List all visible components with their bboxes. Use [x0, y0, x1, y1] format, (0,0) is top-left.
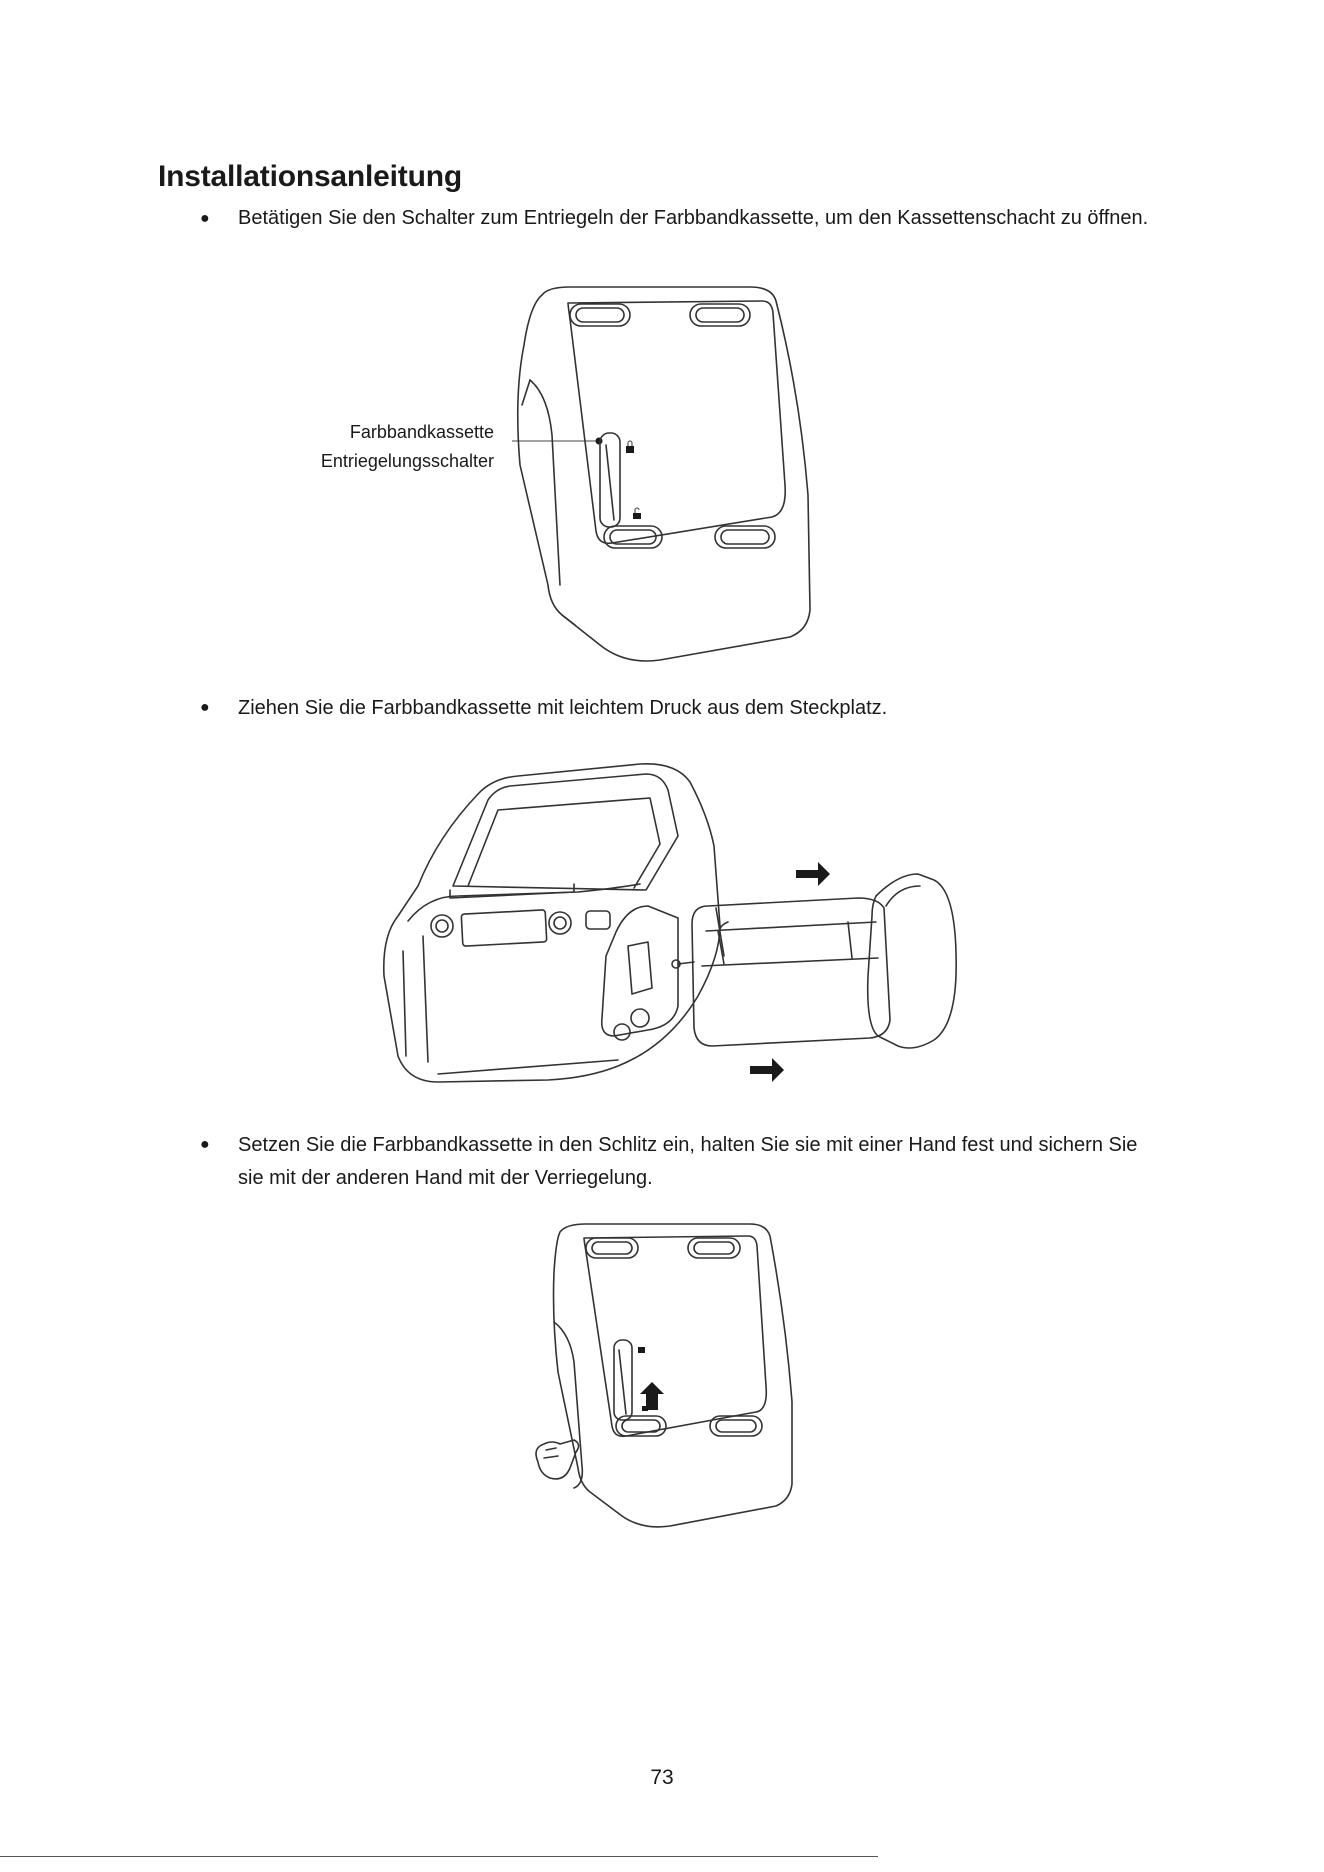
- bullet-2: ●: [200, 699, 210, 716]
- page-number: 73: [650, 1766, 674, 1789]
- printer-bottom-view-illustration: [500, 285, 830, 665]
- bullet-3: ●: [200, 1136, 210, 1153]
- section-heading: Installationsanleitung: [158, 160, 462, 193]
- cassette-insert-lock-illustration: [530, 1222, 800, 1532]
- step-1-text: Betätigen Sie den Schalter zum Entriegeln der Farbbandkassette, um den Kassettenschacht zu öffnen.: [238, 207, 1149, 229]
- cassette-removal-illustration: [378, 756, 958, 1092]
- release-switch-callout: [321, 418, 494, 476]
- step-2-text: Ziehen Sie die Farbbandkassette mit leichtem Druck aus dem Steckplatz.: [238, 697, 888, 719]
- callout-line-1: Farbbandkassette: [349, 422, 494, 442]
- bullet-1: ●: [200, 210, 210, 227]
- callout-line-2: Entriegelungsschalter: [320, 451, 494, 471]
- step-3-text: Setzen Sie die Farbbandkassette in den Schlitz ein, halten Sie sie mit einer Hand fest und sichern Sie sie mit der anderen Hand mit der Verriegelung.: [238, 1134, 1138, 1189]
- footer-rule: [0, 1856, 878, 1857]
